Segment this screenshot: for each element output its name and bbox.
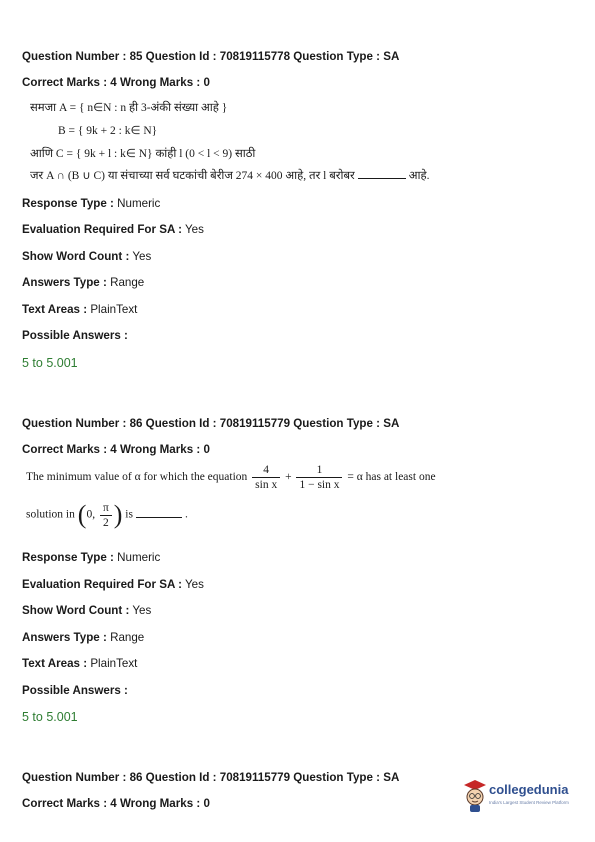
logo-tagline: India's Largest Student Review Platform bbox=[489, 800, 569, 805]
fraction-pi-over-2: $\frac{\pi}{2}$ bbox=[100, 501, 112, 530]
q85-field-text-areas: Text Areas : PlainText bbox=[22, 303, 138, 316]
q85-field-word-count: Show Word Count : Yes bbox=[22, 250, 152, 263]
interval-start: 0, bbox=[86, 508, 96, 521]
collegedunia-logo bbox=[462, 779, 577, 813]
q85-line4-text: जर A ∩ (B ∪ C) या संचाच्या सर्व घटकांची बेरीज 274 × 400 आहे, तर l बरोबर bbox=[30, 170, 355, 182]
answer-blank bbox=[136, 517, 182, 518]
q85-field-answers-type: Answers Type : Range bbox=[22, 276, 145, 289]
q86-interval-line: solution in (0, $\frac{\pi}{2}$ ) is . bbox=[26, 500, 188, 529]
q85-line1: समजा A = { n∈N : n ही 3-अंकी संख्या आहे } bbox=[30, 102, 228, 114]
q86-field-word-count: Show Word Count : Yes bbox=[22, 604, 152, 617]
q85-field-possible-answers: Possible Answers : bbox=[22, 329, 128, 342]
right-paren-icon: ) bbox=[113, 500, 123, 529]
fraction-4-over-sinx: $\frac{4}{\text{sin x}}$ bbox=[252, 463, 280, 492]
plus-sign: + bbox=[285, 471, 292, 484]
logo-name: collegedunia bbox=[489, 782, 569, 797]
q86-field-answers-type: Answers Type : Range bbox=[22, 631, 145, 644]
student-mascot-icon bbox=[462, 779, 488, 813]
q86-text-c: solution in bbox=[26, 508, 75, 521]
q86-text-d: is bbox=[125, 508, 133, 521]
q86-answer: 5 to 5.001 bbox=[22, 710, 78, 724]
q86-text-b: = α has at least one bbox=[347, 471, 436, 484]
q85-line4-end: आहे. bbox=[408, 170, 430, 182]
q86-header: Question Number : 86 Question Id : 70819115779 Question Type : SA bbox=[22, 417, 400, 430]
q86-equation-line bbox=[26, 463, 436, 492]
q86-text-a: The minimum value of α for which the equation bbox=[26, 471, 248, 484]
q85-line4 bbox=[30, 168, 429, 183]
q85-field-evaluation: Evaluation Required For SA : Yes bbox=[22, 223, 204, 236]
q86-field-evaluation: Evaluation Required For SA : Yes bbox=[22, 578, 204, 591]
answer-blank bbox=[358, 178, 406, 179]
q86-marks: Correct Marks : 4 Wrong Marks : 0 bbox=[22, 443, 210, 456]
q85-line3: आणि C = { 9k + l : k∈ N} कांही l (0 < l < 9) साठी bbox=[30, 148, 256, 160]
q86-field-response-type: Response Type : Numeric bbox=[22, 551, 161, 564]
q85-marks: Correct Marks : 4 Wrong Marks : 0 bbox=[22, 76, 210, 89]
left-paren-icon: ( bbox=[77, 500, 87, 529]
q85-answer: 5 to 5.001 bbox=[22, 356, 78, 370]
fraction-1-over-1-minus-sinx: $\frac{1}{\text{1 − sin x}}$ bbox=[296, 463, 342, 492]
q86b-header: Question Number : 86 Question Id : 70819115779 Question Type : SA bbox=[22, 771, 400, 784]
q86b-marks: Correct Marks : 4 Wrong Marks : 0 bbox=[22, 797, 210, 810]
q86-field-possible-answers: Possible Answers : bbox=[22, 684, 128, 697]
q86-field-text-areas: Text Areas : PlainText bbox=[22, 657, 138, 670]
q85-field-response-type: Response Type : Numeric bbox=[22, 197, 161, 210]
q85-header: Question Number : 85 Question Id : 70819115778 Question Type : SA bbox=[22, 50, 400, 63]
q85-line2: B = { 9k + 2 : k∈ N} bbox=[58, 125, 158, 137]
